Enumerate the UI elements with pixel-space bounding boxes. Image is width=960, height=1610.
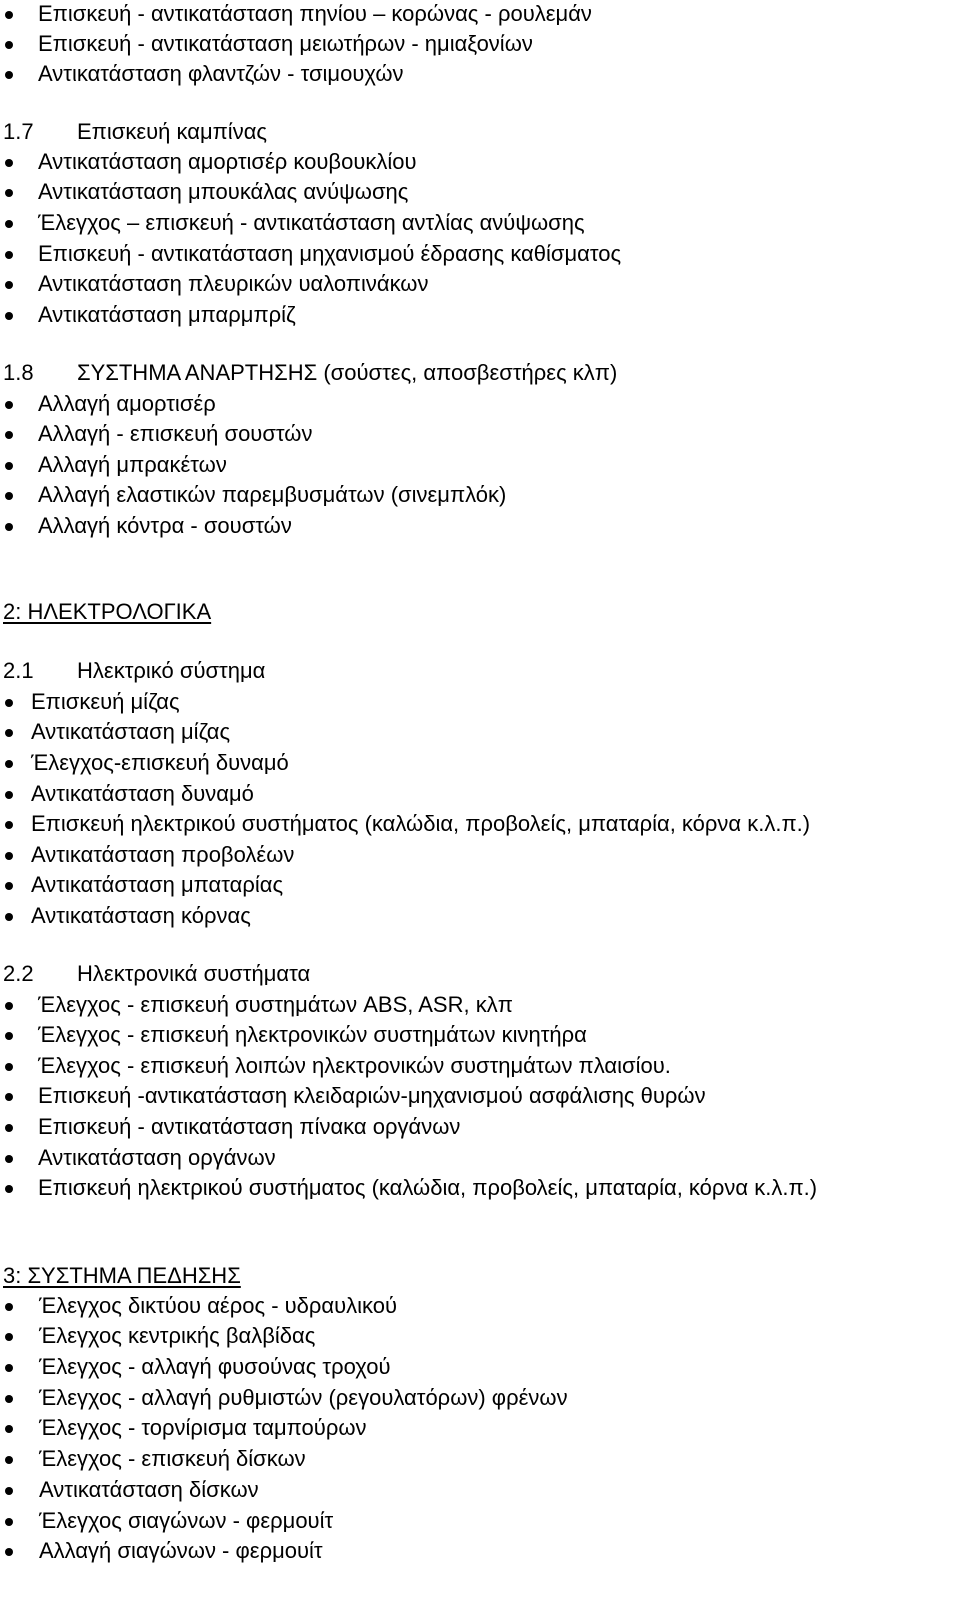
bullet-icon: [5, 220, 13, 228]
bullet-icon: [5, 1303, 13, 1311]
bullet-icon: [5, 913, 13, 921]
bullet-icon: [5, 699, 13, 707]
subsection-number: 1.7: [3, 119, 34, 144]
bullet-icon: [5, 1456, 13, 1464]
bullet-icon: [5, 71, 13, 79]
bullet-icon: [5, 1063, 13, 1071]
bullet-icon: [5, 1487, 13, 1495]
subsection-title: Ηλεκτρικό σύστημα: [77, 658, 266, 683]
bullet-icon: [5, 882, 13, 890]
bullet-icon: [5, 312, 13, 320]
section-heading: 3: ΣΥΣΤΗΜΑ ΠΕΔΗΣΗΣ: [3, 1263, 241, 1288]
bullet-icon: [5, 1155, 13, 1163]
subsection-number: 1.8: [3, 360, 34, 385]
bullet-icon: [5, 729, 13, 737]
bullet-icon: [5, 1425, 13, 1433]
bullet-icon: [5, 281, 13, 289]
bullet-icon: [5, 189, 13, 197]
bullet-icon: [5, 1093, 13, 1101]
section-heading: 2: ΗΛΕΚΤΡΟΛΟΓΙΚΑ: [3, 599, 212, 624]
bullet-icon: [5, 41, 13, 49]
bullet-icon: [5, 251, 13, 259]
bullet-icon: [5, 401, 13, 409]
bullet-icon: [5, 1002, 13, 1010]
bullet-icon: [5, 1124, 13, 1132]
bullet-icon: [5, 159, 13, 167]
bullet-icon: [5, 11, 13, 19]
bullet-icon: [5, 431, 13, 439]
subsection-title: Επισκευή καμπίνας: [77, 119, 268, 144]
bullet-icon: [5, 492, 13, 500]
bullet-icon: [5, 1518, 13, 1526]
bullet-icon: [5, 1333, 13, 1341]
bullet-icon: [5, 821, 13, 829]
bullet-icon: [5, 1185, 13, 1193]
bullet-icon: [5, 1395, 13, 1403]
subsection-number: 2.1: [3, 658, 34, 683]
subsection-number: 2.2: [3, 961, 34, 986]
bullet-icon: [5, 523, 13, 531]
bullet-icon: [5, 852, 13, 860]
subsection-title: Ηλεκτρονικά συστήματα: [77, 961, 311, 986]
bullet-icon: [5, 462, 13, 470]
bullet-icon: [5, 760, 13, 768]
bullet-icon: [5, 1548, 13, 1556]
bullet-icon: [5, 791, 13, 799]
subsection-title: ΣΥΣΤΗΜΑ ΑΝΑΡΤΗΣΗΣ (σούστες, αποσβεστήρες κλπ): [77, 360, 618, 385]
bullet-icon: [5, 1032, 13, 1040]
bullet-icon: [5, 1364, 13, 1372]
